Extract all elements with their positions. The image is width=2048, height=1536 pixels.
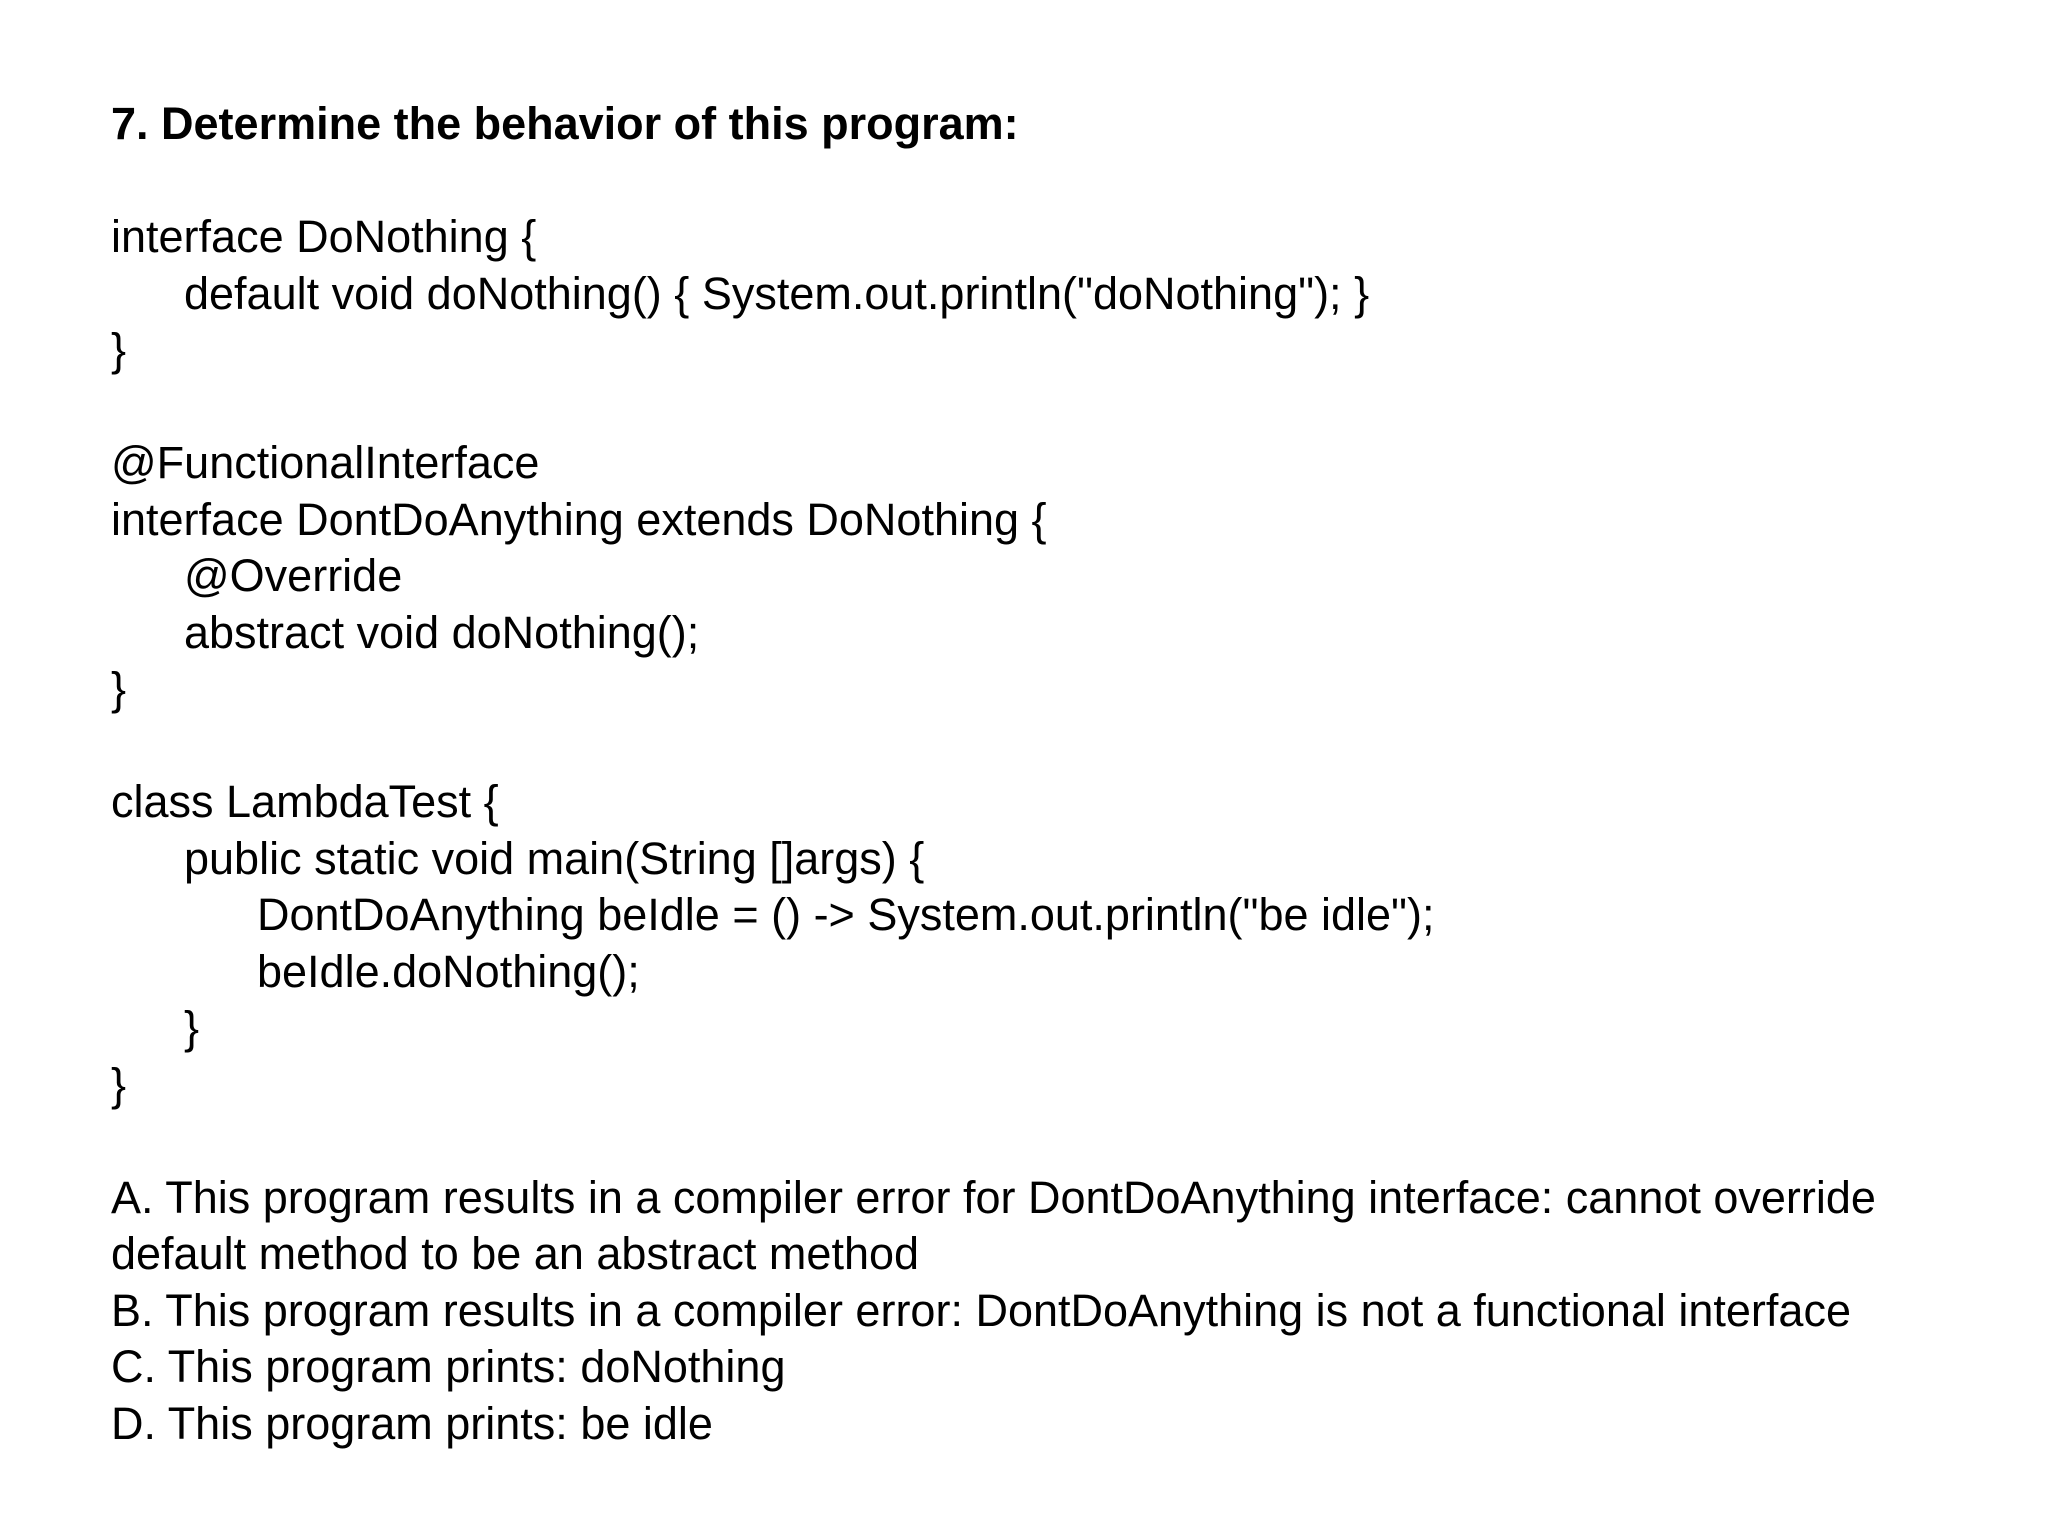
spacer — [111, 153, 1971, 210]
code-line: } — [111, 663, 127, 714]
spacer — [111, 1113, 1971, 1170]
code-line: interface DoNothing { — [111, 211, 537, 262]
option-a-text-line2: default method to be an abstract method — [111, 1228, 920, 1279]
question-title: 7. Determine the behavior of this program: — [111, 98, 1019, 149]
code-line: public static void main(String []args) { — [184, 832, 925, 884]
option-c[interactable] — [111, 1339, 1971, 1396]
code-line: interface DontDoAnything extends DoNothing { — [111, 493, 1047, 545]
code-line-blank — [111, 718, 1971, 775]
code-line: class LambdaTest { — [111, 776, 499, 827]
option-b-text: B. This program results in a compiler error: DontDoAnything is not a functional interface — [111, 1284, 1851, 1336]
code-line: @Override — [184, 550, 403, 601]
code-line: } — [111, 1058, 127, 1110]
code-line: default void doNothing() { System.out.println("doNothing"); } — [184, 267, 1370, 319]
option-a[interactable] — [111, 1170, 1971, 1283]
option-d-text: D. This program prints: be idle — [111, 1397, 713, 1449]
option-a-text-line1: A. This program results in a compiler error for DontDoAnything interface: cannot override — [111, 1171, 1876, 1223]
question-page — [111, 96, 1971, 1452]
code-line: DontDoAnything beIdle = () -> System.out.println("be idle"); — [257, 889, 1435, 940]
code-line: } — [111, 324, 127, 375]
answer-options — [111, 1170, 1971, 1453]
code-line: @FunctionalInterface — [111, 437, 540, 488]
option-b[interactable] — [111, 1283, 1971, 1340]
code-line: } — [184, 1002, 200, 1053]
code-line-blank — [111, 379, 1971, 436]
code-block — [111, 209, 1971, 1113]
option-d[interactable] — [111, 1396, 1971, 1453]
code-line: beIdle.doNothing(); — [257, 945, 640, 997]
code-line: abstract void doNothing(); — [184, 606, 700, 658]
option-c-text: C. This program prints: doNothing — [111, 1341, 786, 1392]
